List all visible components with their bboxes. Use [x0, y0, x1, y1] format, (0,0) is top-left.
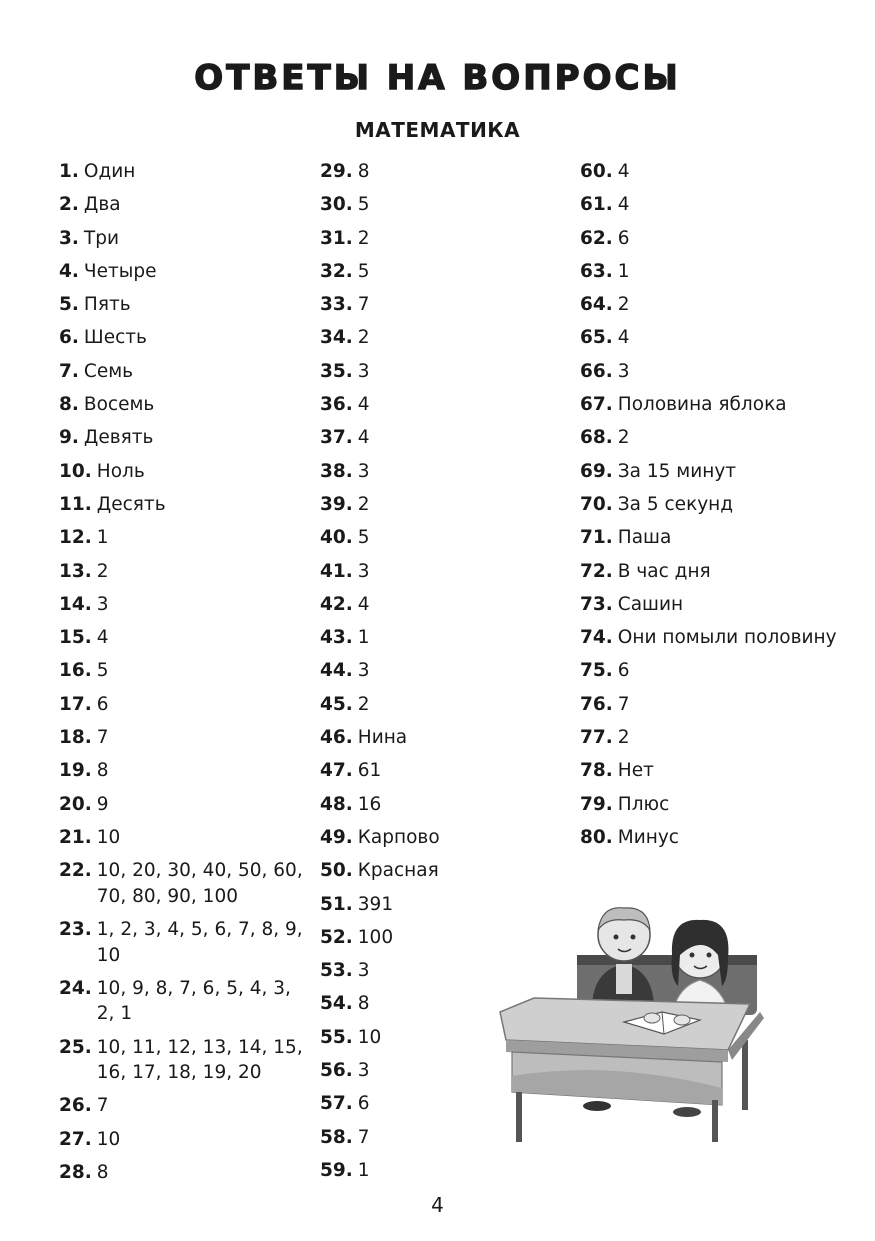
- answer-item: [580, 625, 850, 651]
- answer-item: [320, 692, 570, 718]
- answer-number: 71.: [580, 527, 613, 549]
- answer-text: 10, 11, 12, 13, 14, 15, 16, 17, 18, 19, 20: [96, 1036, 303, 1084]
- answer-item: [59, 725, 309, 751]
- answer-number: 56.: [320, 1060, 353, 1082]
- answer-number: 40.: [320, 527, 353, 549]
- answer-text: За 5 секунд: [617, 493, 734, 515]
- answer-number: 55.: [320, 1026, 353, 1048]
- answer-number: 45.: [320, 693, 353, 715]
- answer-item: [580, 159, 850, 185]
- answer-item: [580, 725, 850, 751]
- answer-text: 2: [357, 227, 370, 249]
- answer-item: [580, 325, 850, 351]
- answer-number: 54.: [320, 993, 353, 1015]
- answer-number: 77.: [580, 727, 613, 749]
- answer-text: 7: [357, 1126, 370, 1148]
- answer-text: Шесть: [83, 327, 147, 349]
- answer-number: 63.: [580, 260, 613, 282]
- answer-text: 4: [96, 627, 109, 649]
- answer-text: 4: [357, 593, 370, 615]
- answer-item: [580, 692, 850, 718]
- answer-text: 4: [617, 194, 630, 216]
- answer-item: [580, 226, 850, 252]
- answer-item: [59, 392, 309, 418]
- answer-number: 41.: [320, 560, 353, 582]
- answer-text: 4: [617, 327, 630, 349]
- answer-item: [320, 858, 570, 884]
- answer-text: 100: [357, 926, 394, 948]
- answer-item: [320, 559, 570, 585]
- answer-number: 5.: [59, 294, 79, 316]
- answer-number: 10.: [59, 460, 92, 482]
- answer-text: 16: [357, 793, 382, 815]
- answer-text: 391: [357, 893, 394, 915]
- answer-item: [580, 758, 850, 784]
- answer-text: 7: [617, 693, 630, 715]
- answer-number: 46.: [320, 727, 353, 749]
- answer-number: 58.: [320, 1126, 353, 1148]
- answer-item: [59, 792, 309, 818]
- answer-number: 48.: [320, 793, 353, 815]
- answer-number: 33.: [320, 294, 353, 316]
- answer-item: [59, 192, 309, 218]
- answer-text: 1, 2, 3, 4, 5, 6, 7, 8, 9, 10: [96, 919, 303, 966]
- answer-text: 2: [617, 427, 630, 449]
- answer-text: 6: [357, 1093, 370, 1115]
- answer-item: [320, 325, 570, 351]
- answer-text: 1: [357, 627, 370, 649]
- answer-item: [320, 459, 570, 485]
- answer-item: [320, 792, 570, 818]
- answer-number: 24.: [59, 977, 92, 999]
- answer-item: [59, 758, 309, 784]
- answer-text: В час дня: [617, 560, 711, 582]
- answer-number: 74.: [580, 627, 613, 649]
- answer-item: [59, 459, 309, 485]
- answer-text: 7: [96, 1095, 109, 1117]
- answer-number: 37.: [320, 427, 353, 449]
- answer-text: Плюс: [617, 793, 670, 815]
- answer-number: 47.: [320, 760, 353, 782]
- answer-item: [320, 492, 570, 518]
- answer-number: 27.: [59, 1128, 92, 1150]
- answer-number: 53.: [320, 960, 353, 982]
- answer-item: [580, 359, 850, 385]
- answer-number: 8.: [59, 394, 79, 416]
- answer-number: 16.: [59, 660, 92, 682]
- answer-number: 12.: [59, 527, 92, 549]
- answer-number: 22.: [59, 860, 92, 882]
- answer-number: 28.: [59, 1162, 92, 1184]
- answer-number: 57.: [320, 1093, 353, 1115]
- answer-number: 20.: [59, 793, 92, 815]
- answer-item: [59, 1127, 309, 1153]
- answer-text: 4: [357, 427, 370, 449]
- answer-item: [59, 592, 309, 618]
- answer-number: 44.: [320, 660, 353, 682]
- answer-number: 50.: [320, 860, 353, 882]
- answer-text: 6: [617, 660, 630, 682]
- answer-number: 31.: [320, 227, 353, 249]
- answer-item: [59, 159, 309, 185]
- answer-text: 5: [357, 194, 370, 216]
- answer-item: [59, 976, 309, 1027]
- answer-number: 69.: [580, 460, 613, 482]
- answer-text: 3: [357, 960, 370, 982]
- answer-item: [320, 592, 570, 618]
- answer-number: 3.: [59, 227, 79, 249]
- answer-text: 5: [96, 660, 109, 682]
- answer-text: Четыре: [83, 260, 157, 282]
- answer-number: 70.: [580, 493, 613, 515]
- answer-number: 61.: [580, 194, 613, 216]
- answer-item: [580, 559, 850, 585]
- answer-number: 26.: [59, 1095, 92, 1117]
- answer-text: Ноль: [96, 460, 145, 482]
- answer-item: [320, 392, 570, 418]
- answer-number: 29.: [320, 161, 353, 182]
- answer-item: [59, 658, 309, 684]
- answer-item: [59, 625, 309, 651]
- answer-number: 30.: [320, 194, 353, 216]
- answer-text: 10, 20, 30, 40, 50, 60, 70, 80, 90, 100: [96, 860, 303, 907]
- answer-number: 51.: [320, 893, 353, 915]
- answer-item: [59, 259, 309, 285]
- answer-number: 68.: [580, 427, 613, 449]
- answer-number: 80.: [580, 826, 613, 848]
- answer-number: 18.: [59, 727, 92, 749]
- answer-text: 10, 9, 8, 7, 6, 5, 4, 3, 2, 1: [96, 977, 291, 1025]
- answer-number: 49.: [320, 826, 353, 848]
- answer-text: 2: [357, 493, 370, 515]
- answer-text: Красная: [357, 860, 439, 882]
- answer-number: 73.: [580, 593, 613, 615]
- answer-item: [320, 192, 570, 218]
- answer-text: 5: [357, 260, 370, 282]
- answer-item: [320, 1158, 570, 1184]
- answer-text: 3: [357, 1060, 370, 1082]
- answer-item: [59, 325, 309, 351]
- answer-number: 6.: [59, 327, 79, 349]
- answer-text: 1: [617, 260, 630, 282]
- answer-item: [580, 425, 850, 451]
- answer-text: 8: [357, 161, 370, 182]
- answer-number: 4.: [59, 260, 79, 282]
- answer-text: 10: [357, 1026, 382, 1048]
- answer-item: [320, 292, 570, 318]
- answer-item: [580, 259, 850, 285]
- answer-number: 52.: [320, 926, 353, 948]
- answer-text: 5: [357, 527, 370, 549]
- answer-number: 32.: [320, 260, 353, 282]
- answer-text: 10: [96, 1128, 121, 1150]
- page-title: ОТВЕТЫ НА ВОПРОСЫ: [194, 58, 681, 98]
- answer-text: 9: [96, 793, 109, 815]
- answer-number: 9.: [59, 427, 79, 449]
- answer-item: [580, 292, 850, 318]
- answer-text: Карпово: [357, 826, 440, 848]
- answer-item: [59, 1160, 309, 1186]
- answer-number: 35.: [320, 360, 353, 382]
- answer-number: 1.: [59, 161, 79, 182]
- answer-number: 59.: [320, 1159, 353, 1181]
- answer-number: 76.: [580, 693, 613, 715]
- answer-number: 42.: [320, 593, 353, 615]
- answer-text: 2: [96, 560, 109, 582]
- answer-text: Девять: [83, 427, 154, 449]
- answer-text: 3: [357, 460, 370, 482]
- answer-text: 3: [357, 360, 370, 382]
- answer-item: [320, 359, 570, 385]
- answer-number: 60.: [580, 161, 613, 182]
- answer-item: [580, 459, 850, 485]
- answer-number: 11.: [59, 493, 92, 515]
- answer-text: 1: [96, 527, 109, 549]
- answer-text: 6: [617, 227, 630, 249]
- answer-text: Два: [83, 194, 121, 216]
- answer-item: [320, 625, 570, 651]
- answer-number: 15.: [59, 627, 92, 649]
- answer-item: [320, 758, 570, 784]
- answer-item: [320, 159, 570, 185]
- answer-number: 65.: [580, 327, 613, 349]
- answer-number: 34.: [320, 327, 353, 349]
- answer-number: 36.: [320, 394, 353, 416]
- answer-text: За 15 минут: [617, 460, 737, 482]
- answer-number: 62.: [580, 227, 613, 249]
- answer-number: 79.: [580, 793, 613, 815]
- answer-text: 2: [357, 327, 370, 349]
- answer-number: 14.: [59, 593, 92, 615]
- answer-number: 25.: [59, 1036, 92, 1058]
- answer-number: 13.: [59, 560, 92, 582]
- answer-text: 2: [617, 294, 630, 316]
- answer-number: 19.: [59, 760, 92, 782]
- page-number: 4: [431, 1193, 444, 1217]
- answer-text: 61: [357, 760, 382, 782]
- answer-item: [580, 592, 850, 618]
- answer-number: 17.: [59, 693, 92, 715]
- answer-text: Пять: [83, 294, 131, 316]
- answer-item: [59, 1035, 309, 1086]
- answer-item: [320, 725, 570, 751]
- answers-column-1: [59, 159, 309, 1193]
- answer-item: [59, 825, 309, 851]
- answer-text: 3: [96, 593, 109, 615]
- answer-number: 7.: [59, 360, 79, 382]
- answer-number: 66.: [580, 360, 613, 382]
- answer-number: 67.: [580, 394, 613, 416]
- answer-item: [59, 858, 309, 909]
- answer-item: [59, 425, 309, 451]
- answer-text: 2: [357, 693, 370, 715]
- answer-number: 38.: [320, 460, 353, 482]
- answer-text: 6: [96, 693, 109, 715]
- answer-text: Паша: [617, 527, 672, 549]
- answer-text: 2: [617, 727, 630, 749]
- answer-text: Нина: [357, 727, 408, 749]
- answer-number: 75.: [580, 660, 613, 682]
- answer-item: [580, 792, 850, 818]
- answer-item: [580, 525, 850, 551]
- answer-text: 10: [96, 826, 121, 848]
- answer-text: 4: [357, 394, 370, 416]
- answer-number: 64.: [580, 294, 613, 316]
- answer-item: [580, 825, 850, 851]
- answer-text: 4: [617, 161, 630, 182]
- answer-text: 1: [357, 1159, 370, 1181]
- answer-item: [320, 425, 570, 451]
- answer-text: 7: [96, 727, 109, 749]
- answer-item: [59, 559, 309, 585]
- answer-item: [59, 525, 309, 551]
- answer-text: Десять: [96, 493, 166, 515]
- answer-number: 72.: [580, 560, 613, 582]
- answer-text: Минус: [617, 826, 679, 848]
- answer-item: [59, 359, 309, 385]
- children-at-desk-illustration: [492, 900, 774, 1145]
- answer-text: Сашин: [617, 593, 684, 615]
- answers-column-3: [580, 159, 850, 858]
- answer-text: 3: [617, 360, 630, 382]
- answer-text: 7: [357, 294, 370, 316]
- section-subtitle: МАТЕМАТИКА: [354, 118, 521, 142]
- answer-item: [580, 492, 850, 518]
- answer-text: Нет: [617, 760, 654, 782]
- answer-number: 43.: [320, 627, 353, 649]
- answer-item: [320, 259, 570, 285]
- answer-item: [320, 825, 570, 851]
- answer-text: 8: [96, 1162, 109, 1184]
- answer-number: 21.: [59, 826, 92, 848]
- answer-item: [320, 658, 570, 684]
- answer-text: 8: [96, 760, 109, 782]
- answer-text: Один: [83, 161, 136, 182]
- answer-text: Три: [83, 227, 119, 249]
- answer-item: [59, 1093, 309, 1119]
- answer-item: [59, 492, 309, 518]
- answer-item: [580, 392, 850, 418]
- answer-number: 39.: [320, 493, 353, 515]
- answer-text: 3: [357, 660, 370, 682]
- answer-item: [59, 292, 309, 318]
- answer-text: Семь: [83, 360, 134, 382]
- answer-item: [59, 226, 309, 252]
- answer-item: [59, 917, 309, 968]
- answer-text: 3: [357, 560, 370, 582]
- answer-text: Половина яблока: [617, 394, 787, 416]
- answer-item: [320, 525, 570, 551]
- answer-number: 2.: [59, 194, 79, 216]
- answer-item: [580, 192, 850, 218]
- answer-text: Восемь: [83, 394, 155, 416]
- answer-item: [59, 692, 309, 718]
- answer-item: [320, 226, 570, 252]
- answer-text: 8: [357, 993, 370, 1015]
- answer-number: 78.: [580, 760, 613, 782]
- answer-item: [580, 658, 850, 684]
- answer-text: Они помыли половину: [617, 627, 837, 649]
- answer-number: 23.: [59, 919, 92, 941]
